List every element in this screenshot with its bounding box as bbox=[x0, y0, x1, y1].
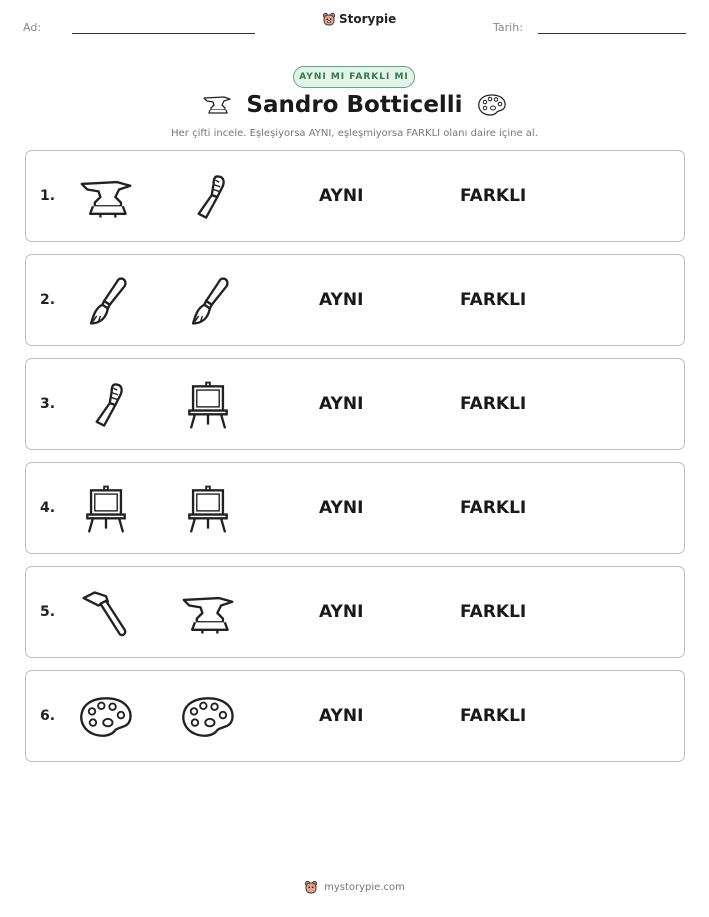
row-number: 6. bbox=[40, 708, 56, 724]
row-number: 1. bbox=[40, 188, 56, 204]
row-number: 3. bbox=[40, 396, 56, 412]
footer-url[interactable]: mystorypie.com bbox=[324, 881, 405, 893]
date-line[interactable] bbox=[538, 33, 686, 34]
easel-icon bbox=[78, 483, 134, 535]
anvil-icon bbox=[202, 94, 232, 116]
storypie-logo bbox=[322, 12, 396, 26]
same-option[interactable]: AYNI bbox=[319, 498, 364, 518]
easel-icon bbox=[180, 379, 236, 431]
activity-badge: AYNI MI FARKLI MI bbox=[293, 66, 415, 88]
different-option[interactable]: FARKLI bbox=[460, 186, 527, 206]
exercise-row bbox=[25, 254, 685, 346]
chisel-icon bbox=[78, 379, 134, 431]
row-number: 2. bbox=[40, 292, 56, 308]
exercise-row bbox=[25, 566, 685, 658]
exercise-row bbox=[25, 150, 685, 242]
name-line[interactable] bbox=[72, 33, 255, 34]
row-number: 4. bbox=[40, 500, 56, 516]
anvil-icon bbox=[180, 587, 236, 639]
instructions: Her çifti incele. Eşleşiyorsa AYNI, eşleşmiyorsa FARKLI olanı daire içine al. bbox=[171, 128, 538, 139]
different-option[interactable]: FARKLI bbox=[460, 706, 527, 726]
date-label: Tarih: bbox=[493, 21, 523, 34]
bear-logo-icon bbox=[322, 12, 336, 26]
exercise-row bbox=[25, 670, 685, 762]
hammer-icon bbox=[78, 587, 134, 639]
different-option[interactable]: FARKLI bbox=[460, 394, 527, 414]
same-option[interactable]: AYNI bbox=[319, 394, 364, 414]
row-number: 5. bbox=[40, 604, 56, 620]
paintbrush-icon bbox=[180, 275, 236, 327]
bear-logo-icon bbox=[304, 880, 318, 894]
same-option[interactable]: AYNI bbox=[319, 290, 364, 310]
footer bbox=[0, 880, 709, 894]
same-option[interactable]: AYNI bbox=[319, 186, 364, 206]
different-option[interactable]: FARKLI bbox=[460, 290, 527, 310]
anvil-icon bbox=[78, 171, 134, 223]
title-row bbox=[0, 92, 709, 118]
same-option[interactable]: AYNI bbox=[319, 602, 364, 622]
different-option[interactable]: FARKLI bbox=[460, 498, 527, 518]
page-title: Sandro Botticelli bbox=[246, 92, 463, 118]
paintbrush-icon bbox=[78, 275, 134, 327]
same-option[interactable]: AYNI bbox=[319, 706, 364, 726]
palette-icon bbox=[78, 691, 134, 743]
palette-icon bbox=[180, 691, 236, 743]
exercise-row bbox=[25, 462, 685, 554]
brand-name: Storypie bbox=[339, 12, 397, 26]
chisel-icon bbox=[180, 171, 236, 223]
easel-icon bbox=[180, 483, 236, 535]
exercise-row bbox=[25, 358, 685, 450]
palette-icon bbox=[477, 93, 507, 117]
name-label: Ad: bbox=[23, 21, 42, 34]
different-option[interactable]: FARKLI bbox=[460, 602, 527, 622]
